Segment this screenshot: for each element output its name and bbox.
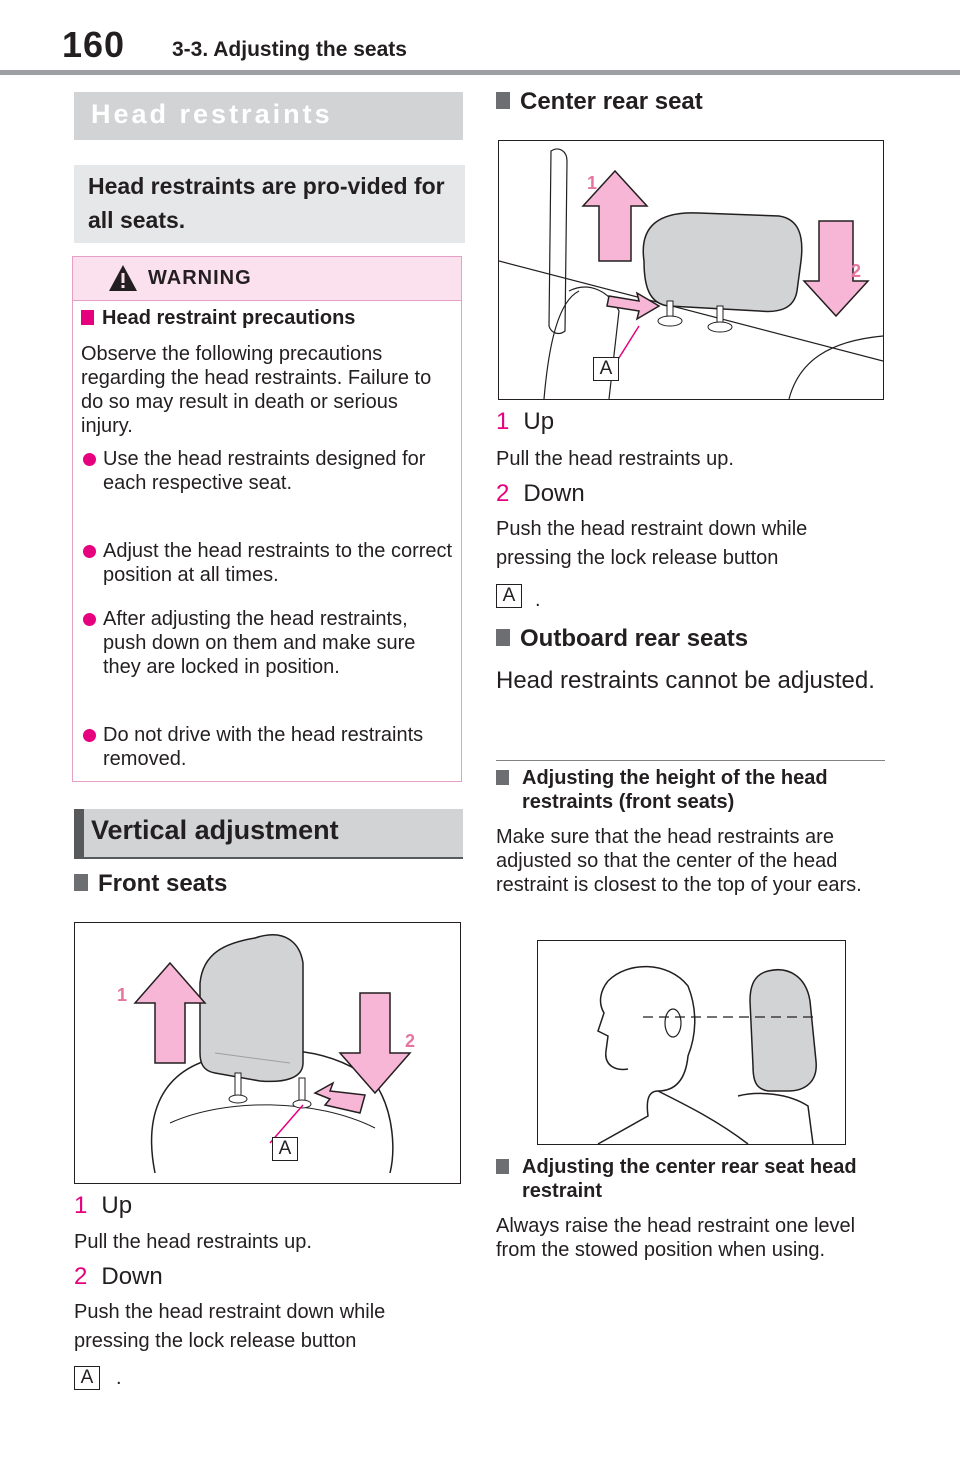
head-restraints-title: Head restraints <box>91 99 333 129</box>
center-note-text: Always raise the head restraint one level from the stowed position when using. <box>496 1215 856 1261</box>
front-step-1-desc: Pull the head restraints up. <box>74 1231 312 1253</box>
square-bullet-icon <box>496 1159 509 1174</box>
warning-bullet: Use the head restraints designed for each respective seat. <box>81 447 453 495</box>
front-ref-a: A <box>74 1366 100 1390</box>
square-bullet-icon <box>496 92 510 109</box>
fig-label-1: 1 <box>117 985 128 1005</box>
square-bullet-icon <box>81 310 94 325</box>
warning-label: WARNING <box>148 267 252 289</box>
bullet-dot-icon <box>83 545 96 558</box>
center-step-1-desc: Pull the head restraints up. <box>496 448 734 470</box>
vertical-adjustment-title: Vertical adjustment <box>91 815 339 845</box>
warning-bullet: After adjusting the head restraints, push down on them and make sure they are locked in position. <box>81 607 453 679</box>
warning-triangle-icon <box>107 263 139 293</box>
center-note-heading: Adjusting the center rear seat head restraint <box>496 1155 888 1203</box>
fig-label-2: 2 <box>851 261 862 281</box>
header-rule <box>0 70 960 75</box>
center-step-1: 1 Up <box>496 408 555 435</box>
center-step-2-desc: Push the head restraint down while pressing the lock release button <box>496 518 808 569</box>
square-bullet-icon <box>496 629 510 646</box>
section-divider <box>496 760 885 761</box>
center-rear-heading: Center rear seat <box>496 88 703 116</box>
vertical-adjustment-bar <box>74 809 463 859</box>
center-rear-illustration <box>498 140 884 400</box>
section-title: 3-3. Adjusting the seats <box>172 38 407 61</box>
warning-box <box>72 256 462 782</box>
square-bullet-icon <box>496 770 509 785</box>
warning-subtitle: Head restraint precautions <box>81 307 355 330</box>
front-headrest-drawing <box>75 923 460 1183</box>
bullet-dot-icon <box>83 453 96 466</box>
front-step-2-desc: Push the head restraint down while pressing the lock release button <box>74 1301 386 1352</box>
fig-label-1: 1 <box>587 173 598 193</box>
height-note-text: Make sure that the head restraints are adjusted so that the center of the head restraint is closest to the top of your ears. <box>496 826 862 896</box>
head-profile-drawing <box>538 941 845 1144</box>
fig-label-2: 2 <box>405 1031 416 1051</box>
front-seats-heading: Front seats <box>74 870 227 898</box>
head-restraints-title-bar <box>74 92 463 140</box>
warning-text: Observe the following precautions regarding the head restraints. Failure to do so may result in death or serious injury. <box>81 343 432 437</box>
warning-bullet: Adjust the head restraints to the correct position at all times. <box>81 539 453 587</box>
intro-box <box>74 165 465 243</box>
bar-accent <box>74 809 84 857</box>
bullet-dot-icon <box>83 729 96 742</box>
front-ref-period: . <box>116 1367 122 1389</box>
ear-height-illustration <box>537 940 846 1145</box>
fig-label-a: A <box>272 1137 298 1161</box>
outboard-rear-heading: Outboard rear seats <box>496 625 748 653</box>
outboard-rear-text: Head restraints cannot be adjusted. <box>496 667 875 694</box>
fig-label-a: A <box>593 357 619 381</box>
warning-bullet: Do not drive with the head restraints removed. <box>81 723 453 771</box>
warning-header <box>73 257 461 301</box>
center-step-2: 2 Down <box>496 480 585 507</box>
front-step-1: 1 Up <box>74 1192 133 1219</box>
center-ref-period: . <box>535 589 541 611</box>
front-step-2: 2 Down <box>74 1263 163 1290</box>
front-seats-illustration <box>74 922 461 1184</box>
intro-text: Head restraints are pro-vided for all seats. <box>88 173 445 233</box>
center-ref-a: A <box>496 584 522 608</box>
center-headrest-drawing <box>499 141 883 399</box>
height-note-heading: Adjusting the height of the head restraints (front seats) <box>496 766 888 814</box>
page-number: 160 <box>62 24 126 65</box>
bullet-dot-icon <box>83 613 96 626</box>
square-bullet-icon <box>74 874 88 891</box>
